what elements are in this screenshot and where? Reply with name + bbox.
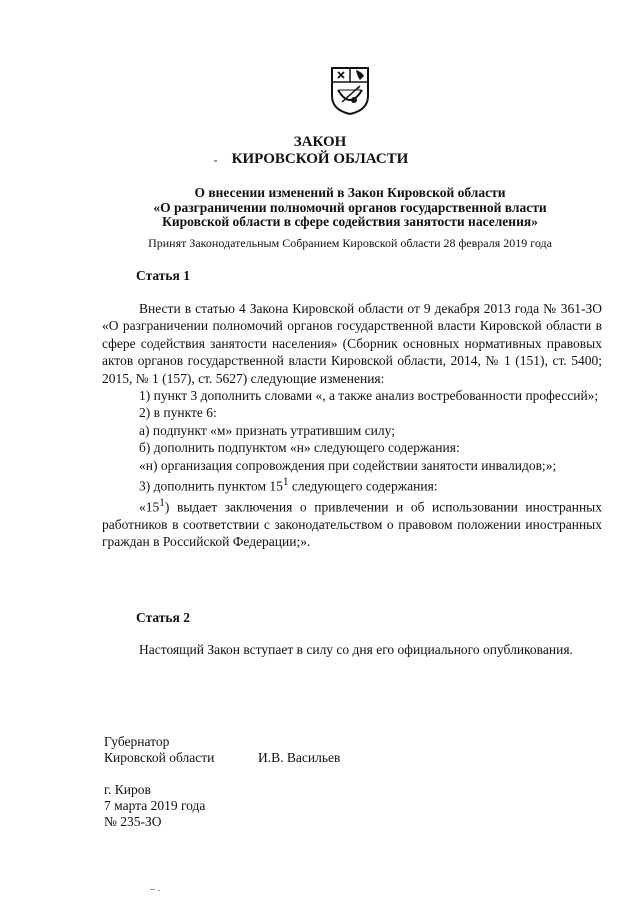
article-1-subitem: б) дополнить подпунктом «н» следующего содержания: (139, 440, 460, 456)
signing-date: 7 марта 2019 года (104, 798, 206, 813)
scan-artifact (158, 890, 160, 891)
article-1-body (102, 300, 602, 551)
law-subtitle-line: О внесении изменений в Закон Кировской области (194, 185, 506, 200)
article-1-item: 3) дополнить пунктом $15^1$ следующего содержания: (139, 476, 438, 494)
signatory-name: И.В. Васильев (258, 750, 341, 765)
article-2-text: Настоящий Закон вступает в силу со дня его официального опубликования. (139, 642, 573, 657)
adoption-note: Принят Законодательным Собранием Кировской области 28 февраля 2019 года (148, 236, 552, 250)
law-region: КИРОВСКОЙ ОБЛАСТИ (231, 151, 409, 167)
article-1-item: 1) пункт 3 дополнить словами «, а также анализ востребованности профессий»; (139, 388, 599, 404)
article-2-body (102, 641, 602, 658)
article-1-subitem: а) подпункт «м» признать утратившим силу; (139, 422, 395, 438)
kirov-region-coat-of-arms-icon (330, 66, 370, 116)
signatory-title: Губернатор (104, 734, 170, 749)
article-2-heading: Статья 2 (136, 610, 190, 625)
article-1-quoted-text: «н) организация сопровождения при содействии занятости инвалидов;»; (139, 457, 557, 473)
scan-artifact (214, 160, 217, 162)
scan-artifact (150, 889, 155, 890)
law-subtitle-line: «О разграничении полномочий органов государственной власти (153, 200, 547, 215)
law-title: ЗАКОН (293, 134, 347, 150)
signing-place: г. Киров (104, 782, 151, 797)
article-1-quoted-text: «$15^1$) выдает заключения о привлечении и об использовании иностранных работников в соответствии с законодательством о правовом положении иностранных граждан в Российской Федерации;». (102, 496, 602, 550)
article-1-item: 2) в пункте 6: (139, 405, 217, 421)
article-1-intro: Внести в статью 4 Закона Кировской области от 9 декабря 2013 года № 361-ЗО «О разграничении полномочий органов государственной власти Кировской области в сфере содействия занятости населения» (Сборник основных нормативных правовых актов органов государственной власти Кировской области, 2014, № 1 (151), ст. 5400; 2015, № 1 (157), ст. 5627) следующие изменения: (102, 301, 602, 386)
law-subtitle-line: Кировской области в сфере содействия занятости населения» (162, 214, 538, 229)
signatory-region: Кировской области (104, 750, 215, 765)
law-number: № 235-ЗО (104, 814, 162, 829)
article-1-heading: Статья 1 (136, 268, 190, 283)
